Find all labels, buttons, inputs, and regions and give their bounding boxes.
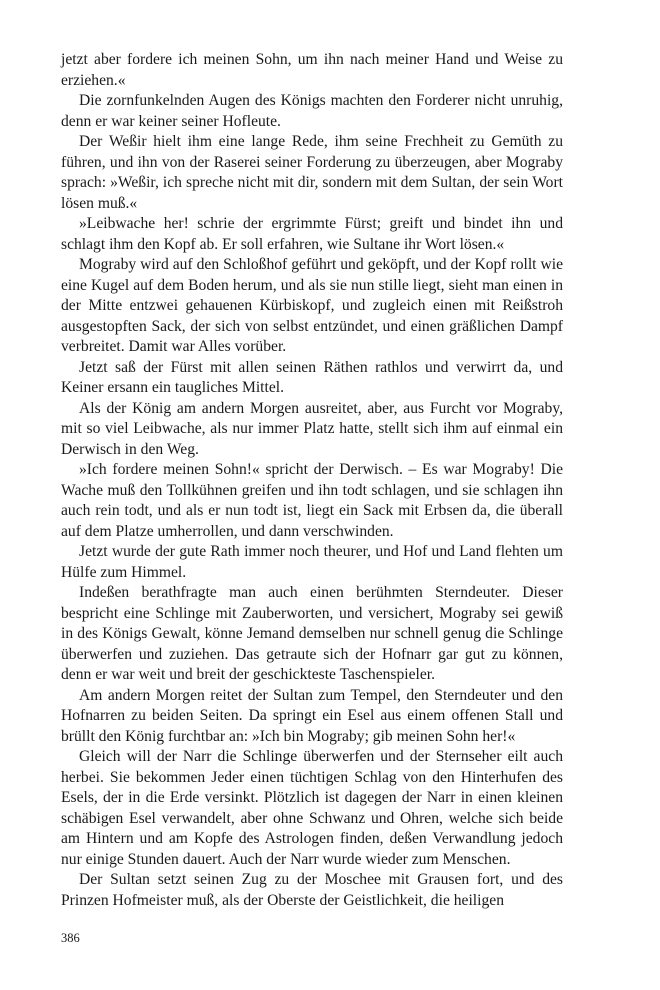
body-text — [61, 50, 563, 911]
paragraph: Der Weßir hielt ihm eine lange Rede, ihm seine Frechheit zu Gemüth zu führen, und ihn von der Raserei seiner Forderung zu überzeugen, aber Mograby sprach: »Weßir, ich spreche nicht mit dir, sondern mit dem Sultan, der sein Wort lösen muß.« — [61, 133, 563, 212]
paragraph: Am andern Morgen reitet der Sultan zum Tempel, den Sterndeuter und den Hofnarren zu beiden Seiten. Da springt ein Esel aus einem offenen Stall und brüllt den König furchtbar an: »Ich bin Mograby; gib meinen Sohn her!« — [61, 686, 563, 745]
paragraph: Indeßen berathfragte man auch einen berühmten Sterndeuter. Dieser bespricht eine Schlinge mit Zauberworten, und versichert, Mograby sei gewiß in des Königs Gewalt, könne Jemand demselben nur schnell genug die Schlinge überwerfen und zuziehen. Das getraute sich der Hofnarr gar gut zu können, denn er war weit und breit der geschickteste Taschenspieler. — [61, 584, 563, 683]
paragraph: Die zornfunkelnden Augen des Königs machten den Forderer nicht unruhig, denn er war keiner seiner Hofleute. — [61, 92, 563, 130]
paragraph: Gleich will der Narr die Schlinge überwerfen und der Sternseher eilt auch herbei. Sie bekommen Jeder einen tüchtigen Schlag von den Hinterhufen des Esels, der in die Erde versinkt. Plötzlich ist dagegen der Narr in einen kleinen schäbigen Esel verwandelt, aber ohne Schwanz und Ohren, welche sich beide am Hintern und am Kopfe des Astrologen finden, deßen Verwandlung jedoch nur einige Stunden dauert. Auch der Narr wurde wieder zum Menschen. — [61, 748, 563, 868]
paragraph: jetzt aber fordere ich meinen Sohn, um ihn nach meiner Hand und Weise zu erziehen.« — [61, 51, 563, 89]
page-number: 386 — [61, 931, 80, 945]
paragraph: Der Sultan setzt seinen Zug zu der Moschee mit Grausen fort, und des Prinzen Hofmeister muß, als der Oberste der Geistlichkeit, die heiligen — [61, 871, 563, 909]
paragraph: »Ich fordere meinen Sohn!« spricht der Derwisch. – Es war Mograby! Die Wache muß den Tollkühnen greifen und ihn todt schlagen, und sie schlagen ihn auch rein todt, und als er nun todt ist, liegt ein Sack mit Erbsen da, die überall auf dem Platze umherrollen, und dann verschwinden. — [61, 461, 563, 540]
paragraph: Als der König am andern Morgen ausreitet, aber, aus Furcht vor Mograby, mit so viel Leibwache, als nur immer Platz hatte, stellt sich ihm auf einmal ein Derwisch in den Weg. — [61, 399, 563, 458]
paragraph: Mograby wird auf den Schloßhof geführt und geköpft, und der Kopf rollt wie eine Kugel auf dem Boden herum, und als sie nun stille liegt, sieht man einen in der Mitte entzwei gehauenen Kürbiskopf, und zugleich einen mit Reißstroh ausgestopften Sack, der sich von selbst entzündet, und einen gräßlichen Dampf verbreitet. Damit war Alles vorüber. — [61, 256, 563, 355]
paragraph: Jetzt saß der Fürst mit allen seinen Räthen rathlos und verwirrt da, und Keiner ersann ein taugliches Mittel. — [61, 358, 563, 396]
paragraph: Jetzt wurde der gute Rath immer noch theurer, und Hof und Land flehten um Hülfe zum Himmel. — [61, 543, 563, 581]
paragraph: »Leibwache her! schrie der ergrimmte Fürst; greift und bindet ihn und schlagt ihm den Kopf ab. Er soll erfahren, wie Sultane ihr Wort lösen.« — [61, 215, 563, 253]
